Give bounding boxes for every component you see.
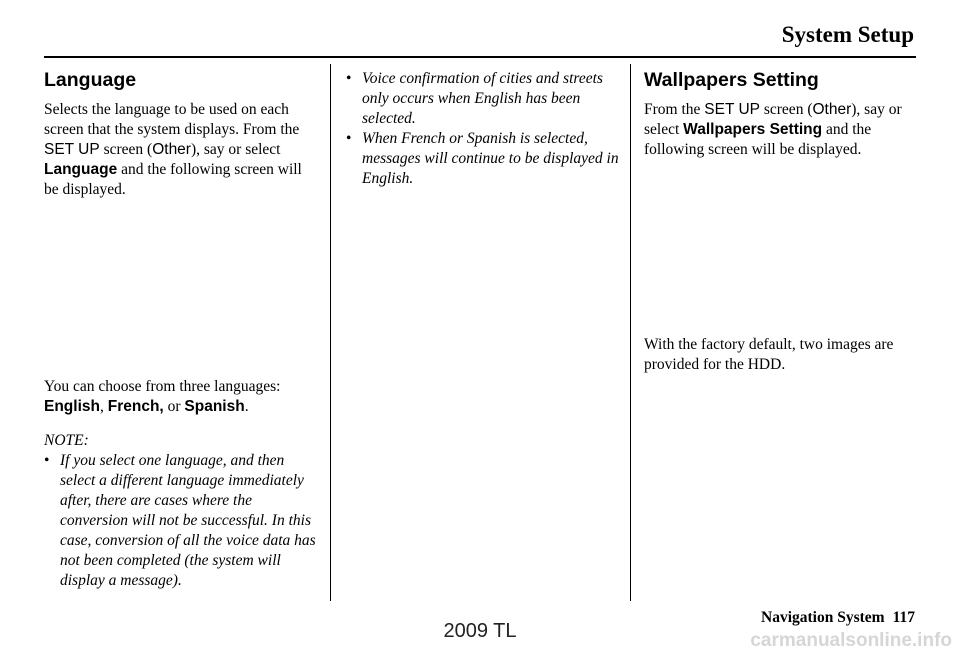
watermark-text: carmanualsonline.info bbox=[750, 630, 952, 651]
column-language bbox=[44, 64, 318, 591]
intro-text: ), say or select bbox=[644, 101, 902, 138]
intro-text: screen ( bbox=[99, 141, 153, 158]
page-header-title: System Setup bbox=[781, 22, 914, 47]
choices-end: . bbox=[244, 398, 249, 415]
intro-text: ), say or select bbox=[190, 141, 281, 158]
note-text: If you select one language, and then select a different language immediately after, there are cases where the conversion will not be successful. In this case, conversion of all the voice data has not been completed (the system will display a message). bbox=[60, 452, 316, 589]
page-number: 117 bbox=[892, 609, 915, 626]
intro-text: Selects the language to be used on each screen that the system displays. From the bbox=[44, 101, 300, 138]
bullet-icon: • bbox=[44, 452, 50, 469]
note-item bbox=[346, 129, 620, 189]
choices-text: You can choose from three languages: bbox=[44, 378, 281, 395]
factory-default-paragraph: With the factory default, two images are provided for the HDD. bbox=[644, 336, 894, 373]
note-item bbox=[44, 451, 318, 591]
language-heading: Language bbox=[44, 69, 137, 91]
column-notes bbox=[346, 64, 620, 189]
intro-text: and the following screen will be displayed. bbox=[644, 121, 872, 158]
note-text: Voice confirmation of cities and streets only occurs when English has been selected. bbox=[362, 70, 603, 127]
language-choices-paragraph bbox=[44, 377, 318, 417]
bullet-icon: • bbox=[346, 130, 352, 147]
header-rule bbox=[44, 56, 916, 58]
option-spanish: Spanish bbox=[184, 398, 245, 415]
footer-section-name: Navigation System bbox=[761, 609, 885, 626]
wallpapers-intro-paragraph bbox=[644, 100, 920, 160]
other-tab-name: Other bbox=[812, 101, 852, 118]
intro-text: From the bbox=[644, 101, 705, 118]
wallpapers-heading: Wallpapers Setting bbox=[644, 69, 819, 91]
column-wallpapers bbox=[644, 64, 920, 375]
setup-screen-name: SET UP bbox=[44, 141, 100, 158]
column-divider bbox=[630, 64, 631, 601]
bullet-icon: • bbox=[346, 70, 352, 87]
intro-text: and the following screen will be displayed. bbox=[44, 161, 302, 198]
note-label: NOTE: bbox=[44, 432, 89, 449]
language-intro-paragraph bbox=[44, 100, 318, 200]
option-english: English bbox=[44, 398, 100, 415]
choices-or: or bbox=[163, 398, 185, 415]
other-tab-name: Other bbox=[152, 141, 191, 158]
choices-sep: , bbox=[99, 398, 108, 415]
option-french: French, bbox=[107, 398, 164, 415]
setup-screen-name: SET UP bbox=[704, 101, 760, 118]
note-item bbox=[346, 69, 620, 129]
footer-model-label: 2009 TL bbox=[443, 620, 517, 642]
note-list bbox=[44, 451, 318, 591]
note-text: When French or Spanish is selected, messages will continue to be displayed in English. bbox=[362, 130, 619, 187]
language-command: Language bbox=[44, 161, 118, 178]
wallpapers-command: Wallpapers Setting bbox=[683, 121, 823, 138]
column-divider bbox=[330, 64, 331, 601]
intro-text: screen ( bbox=[759, 101, 813, 118]
note-list-continued bbox=[346, 69, 620, 189]
